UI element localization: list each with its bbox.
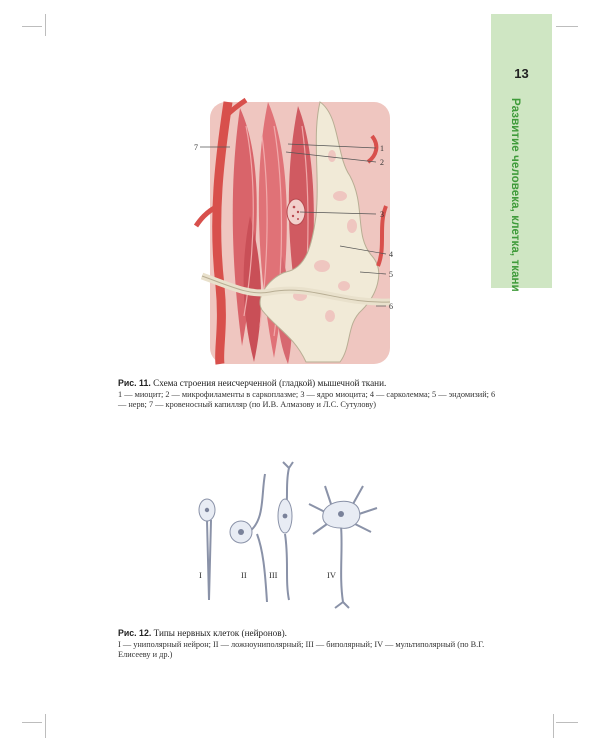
callout-1: 1 xyxy=(380,144,384,153)
chapter-title: Развитие человека, клетка, ткани xyxy=(509,98,521,292)
figure-12-label: Рис. 12. xyxy=(118,628,152,638)
crop-mark xyxy=(22,26,42,27)
figure-11-caption xyxy=(118,378,498,411)
figure-11-label: Рис. 11. xyxy=(118,378,151,388)
crop-mark xyxy=(22,722,42,723)
callout-2: 2 xyxy=(380,158,384,167)
crop-mark xyxy=(556,722,578,723)
crop-mark xyxy=(45,714,46,738)
figure-11-illustration xyxy=(190,96,400,368)
neuron-label-i: I xyxy=(199,570,202,580)
page-number: 13 xyxy=(514,66,529,81)
neuron-label-iii: III xyxy=(269,570,278,580)
figure-12-illustration xyxy=(185,460,400,610)
neuron-label-iv: IV xyxy=(327,570,336,580)
crop-mark xyxy=(45,14,46,36)
callout-7: 7 xyxy=(194,143,198,152)
figure-11-legend: 1 — миоцит; 2 — микрофиламенты в саркоплазме; 3 — ядро миоцита; 4 — сарколемма; 5 — эндомизий; 6 — нерв; 7 — кровеносный капилляр (по И.В. Алмазову и Л.С. Сутулову) xyxy=(118,389,496,410)
callout-3: 3 xyxy=(380,210,384,219)
callout-4: 4 xyxy=(389,250,393,259)
callout-6: 6 xyxy=(389,302,393,311)
crop-mark xyxy=(553,714,554,738)
figure-11-title: Схема строения неисчерченной (гладкой) мышечной ткани. xyxy=(153,378,387,388)
figure-12-caption xyxy=(118,628,498,661)
chapter-tab xyxy=(491,14,552,292)
figure-12-title: Типы нервных клеток (нейронов). xyxy=(153,628,287,638)
neuron-label-ii: II xyxy=(241,570,247,580)
crop-mark xyxy=(556,26,578,27)
callout-5: 5 xyxy=(389,270,393,279)
figure-12-legend: I — униполярный нейрон; II — ложноуниполярный; III — биполярный; IV — мультиполярный (по В.Г. Елисееву и др.) xyxy=(118,639,485,660)
